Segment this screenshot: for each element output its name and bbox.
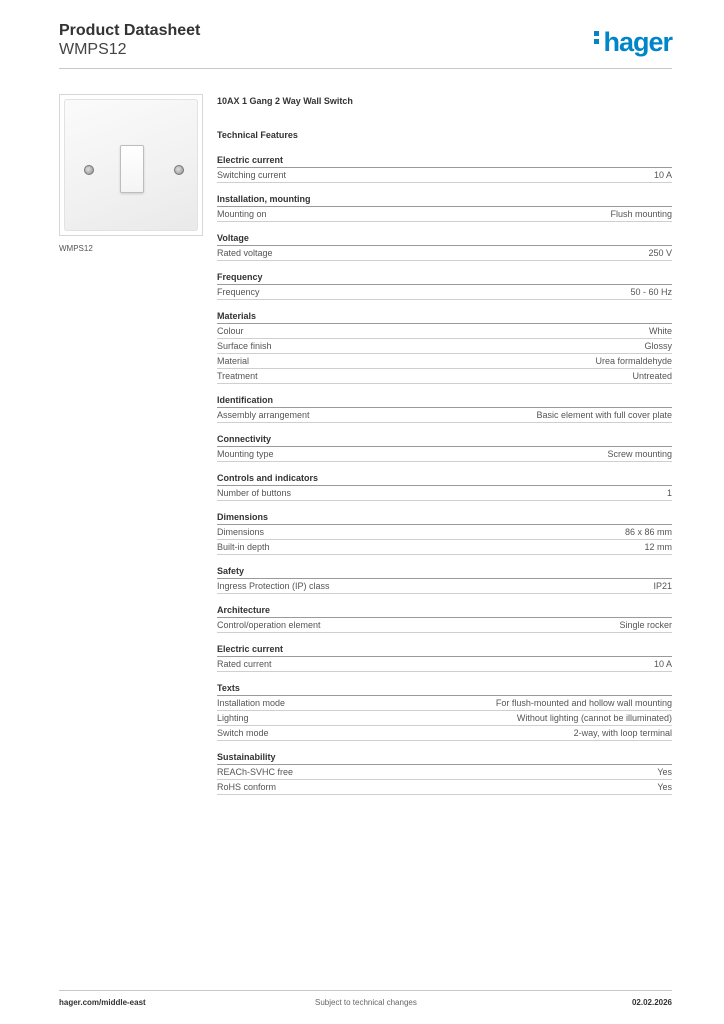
- table-row: [217, 696, 672, 711]
- feature-group: [217, 751, 672, 795]
- table-row: [217, 765, 672, 780]
- row-label: Mounting type: [217, 449, 274, 459]
- table-row: [217, 168, 672, 183]
- table-row: [217, 780, 672, 795]
- logo-dots-icon: [594, 28, 600, 47]
- table-row: [217, 540, 672, 555]
- footer-divider: [59, 990, 672, 991]
- row-value: 1: [666, 488, 672, 498]
- group-title: Architecture: [217, 604, 672, 618]
- table-row: [217, 486, 672, 501]
- table-row: [217, 579, 672, 594]
- table-row: [217, 408, 672, 423]
- group-title: Safety: [217, 565, 672, 579]
- table-row: [217, 369, 672, 384]
- feature-group: [217, 310, 672, 384]
- group-title: Texts: [217, 682, 672, 696]
- row-value: Glossy: [644, 341, 672, 351]
- table-row: [217, 207, 672, 222]
- row-value: 50 - 60 Hz: [630, 287, 672, 297]
- group-title: Materials: [217, 310, 672, 324]
- group-title: Electric current: [217, 154, 672, 168]
- feature-group: [217, 154, 672, 183]
- group-title: Controls and indicators: [217, 472, 672, 486]
- row-label: Treatment: [217, 371, 258, 381]
- row-label: Switch mode: [217, 728, 269, 738]
- row-label: RoHS conform: [217, 782, 277, 792]
- group-title: Electric current: [217, 643, 672, 657]
- feature-group: [217, 682, 672, 741]
- row-value: Untreated: [632, 371, 672, 381]
- header: [59, 21, 200, 59]
- feature-group: [217, 193, 672, 222]
- row-value: 2-way, with loop terminal: [573, 728, 672, 738]
- screw-icon: [174, 165, 184, 175]
- row-label: Material: [217, 356, 250, 366]
- row-label: Surface finish: [217, 341, 272, 351]
- feature-groups: [217, 154, 672, 795]
- row-label: Assembly arrangement: [217, 410, 310, 420]
- table-row: [217, 354, 672, 369]
- group-title: Dimensions: [217, 511, 672, 525]
- feature-group: [217, 394, 672, 423]
- row-label: REACh-SVHC free: [217, 767, 294, 777]
- feature-group: [217, 511, 672, 555]
- footer-notice: Subject to technical changes: [315, 998, 417, 1007]
- group-title: Identification: [217, 394, 672, 408]
- footer-website: hager.com/middle-east: [59, 998, 146, 1007]
- row-value: Single rocker: [619, 620, 672, 630]
- row-value: Yes: [657, 767, 672, 777]
- footer-date: 02.02.2026: [631, 998, 672, 1007]
- row-value: IP21: [653, 581, 672, 591]
- feature-group: [217, 565, 672, 594]
- row-label: Frequency: [217, 287, 260, 297]
- row-value: For flush-mounted and hollow wall mounting: [495, 698, 672, 708]
- row-label: Installation mode: [217, 698, 286, 708]
- row-value: Basic element with full cover plate: [536, 410, 672, 420]
- row-value: 10 A: [653, 170, 672, 180]
- table-row: [217, 324, 672, 339]
- product-image: [59, 94, 203, 236]
- header-divider: [59, 68, 672, 69]
- row-value: Urea formaldehyde: [595, 356, 672, 366]
- feature-group: [217, 271, 672, 300]
- row-label: Number of buttons: [217, 488, 292, 498]
- row-label: Colour: [217, 326, 244, 336]
- row-label: Built-in depth: [217, 542, 270, 552]
- feature-group: [217, 604, 672, 633]
- page-title: Product Datasheet: [59, 22, 201, 39]
- feature-group: [217, 433, 672, 462]
- table-row: [217, 246, 672, 261]
- table-row: [217, 447, 672, 462]
- row-value: Yes: [657, 782, 672, 792]
- row-value: Screw mounting: [607, 449, 672, 459]
- rocker-icon: [120, 145, 144, 193]
- switch-plate-icon: [64, 99, 198, 231]
- table-row: [217, 339, 672, 354]
- group-title: Voltage: [217, 232, 672, 246]
- hager-logo: [594, 27, 672, 57]
- feature-group: [217, 643, 672, 672]
- group-title: Installation, mounting: [217, 193, 672, 207]
- screw-icon: [84, 165, 94, 175]
- row-value: White: [648, 326, 672, 336]
- product-name: 10AX 1 Gang 2 Way Wall Switch: [217, 96, 353, 106]
- row-label: Mounting on: [217, 209, 267, 219]
- row-label: Control/operation element: [217, 620, 321, 630]
- feature-group: [217, 472, 672, 501]
- datasheet-content: [217, 94, 672, 805]
- row-label: Rated current: [217, 659, 272, 669]
- table-row: [217, 618, 672, 633]
- group-title: Sustainability: [217, 751, 672, 765]
- table-row: [217, 285, 672, 300]
- row-label: Dimensions: [217, 527, 265, 537]
- table-row: [217, 726, 672, 741]
- group-title: Connectivity: [217, 433, 672, 447]
- row-value: 86 x 86 mm: [624, 527, 672, 537]
- row-label: Switching current: [217, 170, 287, 180]
- table-row: [217, 711, 672, 726]
- row-value: Without lighting (cannot be illuminated): [516, 713, 672, 723]
- row-value: 12 mm: [644, 542, 672, 552]
- group-title: Frequency: [217, 271, 672, 285]
- row-value: 10 A: [653, 659, 672, 669]
- feature-group: [217, 232, 672, 261]
- logo-text: hager: [603, 27, 672, 57]
- table-row: [217, 525, 672, 540]
- row-value: Flush mounting: [610, 209, 672, 219]
- row-label: Rated voltage: [217, 248, 273, 258]
- table-row: [217, 657, 672, 672]
- technical-features-heading: Technical Features: [217, 130, 298, 140]
- row-label: Ingress Protection (IP) class: [217, 581, 330, 591]
- row-label: Lighting: [217, 713, 249, 723]
- row-value: 250 V: [648, 248, 672, 258]
- product-image-caption: WMPS12: [59, 244, 93, 253]
- page-subtitle: WMPS12: [59, 41, 127, 58]
